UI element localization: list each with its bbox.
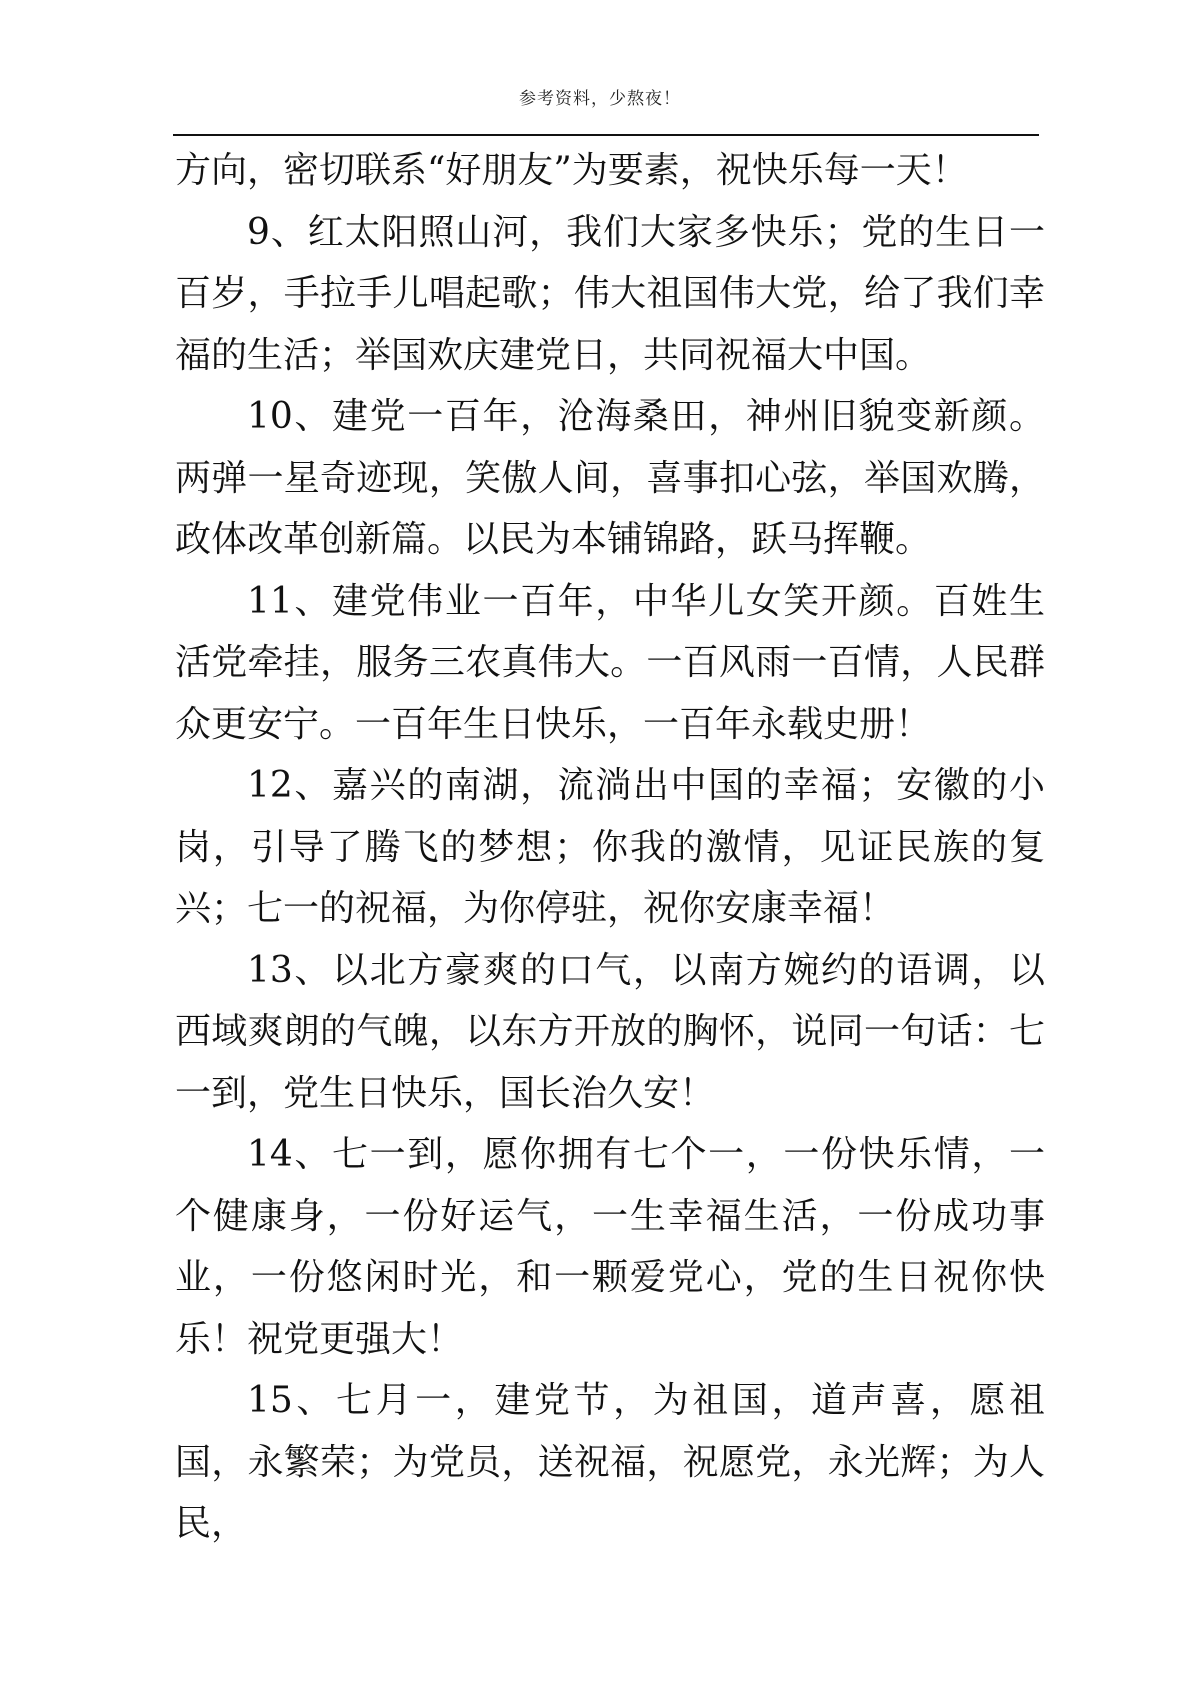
paragraph: 9、红太阳照山河，我们大家多快乐；党的生日一百岁，手拉手儿唱起歌；伟大祖国伟大党，给了我们幸福的生活；举国欢庆建党日，共同祝福大中国。 xyxy=(175,211,1045,376)
document-body xyxy=(175,140,1045,1555)
paragraph: 10、建党一百年，沧海桑田，神州旧貌变新颜。两弹一星奇迹现，笑傲人间，喜事扣心弦，举国欢腾，政体改革创新篇。以民为本铺锦路，跃马挥鞭。 xyxy=(175,396,1045,560)
header-divider xyxy=(173,134,1039,136)
page-header: 参考资料，少熬夜！ xyxy=(519,89,681,109)
paragraph: 14、七一到，愿你拥有七个一，一份快乐情，一个健康身，一份好运气，一生幸福生活，一份成功事业，一份悠闲时光，和一颗爱党心，党的生日祝你快乐！祝党更强大！ xyxy=(175,1134,1045,1360)
paragraph: 11、建党伟业一百年，中华儿女笑开颜。百姓生活党牵挂，服务三农真伟大。一百风雨一百情，人民群众更安宁。一百年生日快乐，一百年永载史册！ xyxy=(175,580,1045,745)
paragraph: 13、以北方豪爽的口气，以南方婉约的语调，以西域爽朗的气魄，以东方开放的胸怀，说同一句话：七一到，党生日快乐，国长治久安！ xyxy=(175,949,1045,1114)
paragraph: 12、嘉兴的南湖，流淌出中国的幸福；安徽的小岗，引导了腾飞的梦想；你我的激情，见证民族的复兴；七一的祝福，为你停驻，祝你安康幸福！ xyxy=(175,765,1045,929)
paragraph: 方向，密切联系“好朋友”为要素，祝快乐每一天！ xyxy=(175,150,968,191)
paragraph: 15、七月一，建党节，为祖国，道声喜，愿祖国，永繁荣；为党员，送祝福，祝愿党，永光辉；为人民， xyxy=(175,1380,1045,1544)
